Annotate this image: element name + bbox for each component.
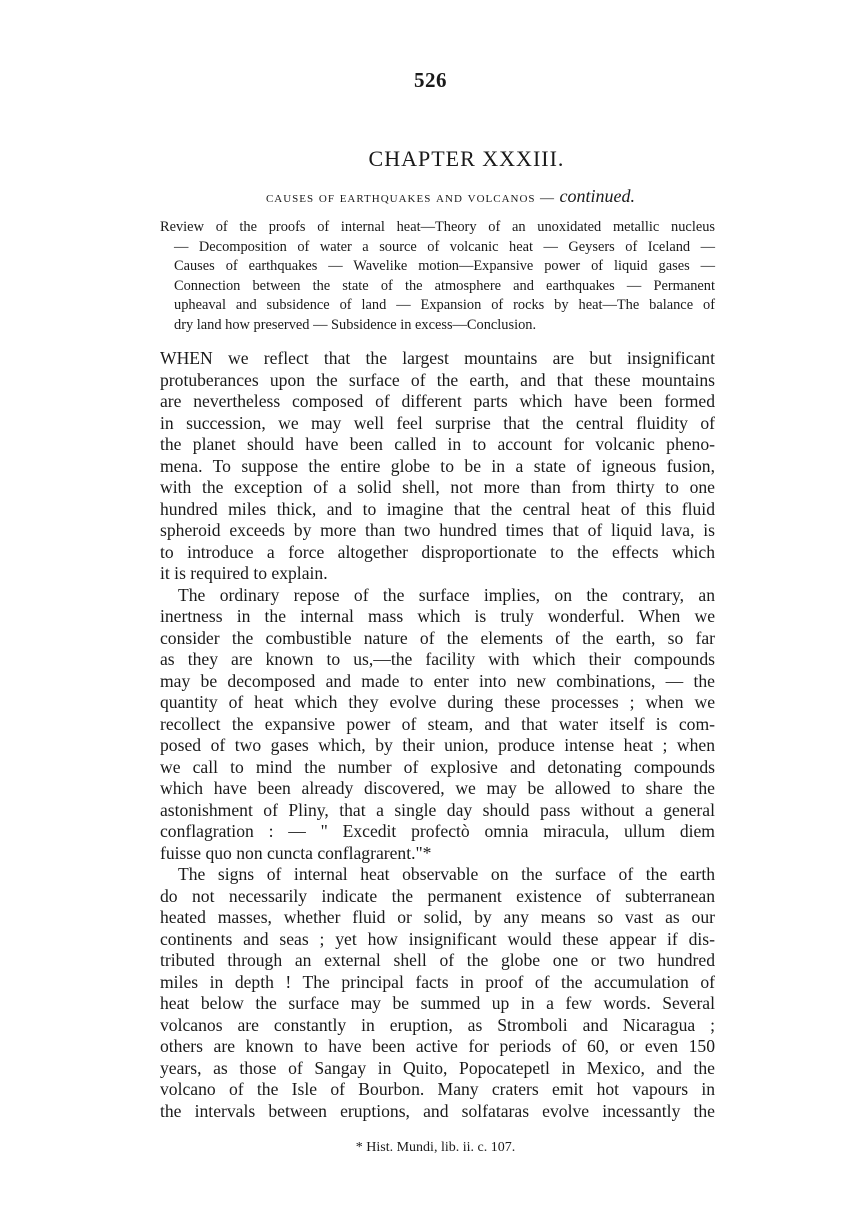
summary-line: Review of the proofs of internal heat—Theory of an unoxidated metallic nucleus bbox=[160, 219, 715, 235]
body-line: which have been already discovered, we may be allowed to share the bbox=[160, 778, 715, 798]
body-line: volcano of the Isle of Bourbon. Many craters emit hot vapours in bbox=[160, 1079, 715, 1099]
body-line: mena. To suppose the entire globe to be in a state of igneous fusion, bbox=[160, 455, 715, 476]
body-line: continents and seas ; yet how insignificant would these appear if dis- bbox=[160, 928, 715, 949]
summary-line: upheaval and subsidence of land — Expansion of rocks by heat—The balance of bbox=[174, 297, 715, 313]
body-line: protuberances upon the surface of the earth, and that these mountains bbox=[160, 369, 715, 390]
chapter-title: CHAPTER XXXIII. bbox=[368, 146, 565, 171]
body-line: years, as those of Sangay in Quito, Popocatepetl in Mexico, and the bbox=[160, 1057, 715, 1078]
summary-line: Connection between the state of the atmosphere and earthquakes — Permanent bbox=[174, 277, 715, 294]
body-line: fuisse quo non cuncta conflagrarent."* bbox=[160, 842, 432, 863]
chapter-subtitle-main: causes of earthquakes and volcanos bbox=[265, 190, 536, 206]
body-line: miles in depth ! The principal facts in proof of the accumulation of bbox=[160, 971, 715, 992]
body-line: the intervals between eruptions, and solfataras evolve incessantly the bbox=[160, 1100, 715, 1121]
body-line: recollect the expansive power of steam, and that water itself is com- bbox=[160, 713, 715, 734]
body-line: the planet should have been called in to account for volcanic pheno- bbox=[160, 434, 715, 454]
body-line: consider the combustible nature of the elements of the earth, so far bbox=[160, 627, 715, 648]
body-line: The ordinary repose of the surface implies, on the contrary, an bbox=[178, 584, 715, 605]
chapter-subtitle-continued: continued. bbox=[559, 186, 636, 206]
body-line: with the exception of a solid shell, not more than from thirty to one bbox=[160, 477, 715, 497]
chapter-subtitle bbox=[0, 186, 861, 207]
body-line: may be decomposed and made to enter into new combinations, — the bbox=[160, 670, 715, 691]
body-line: astonishment of Pliny, that a single day should pass without a general bbox=[160, 799, 715, 820]
body-line: spheroid exceeds by more than two hundred times that of liquid lava, is bbox=[160, 520, 715, 540]
body-line: others are known to have been active for periods of 60, or even 150 bbox=[160, 1036, 715, 1056]
summary-line: dry land how preserved — Subsidence in excess—Conclusion. bbox=[174, 316, 537, 333]
page-number: 526 bbox=[414, 68, 447, 92]
body-line: inertness in the internal mass which is truly wonderful. When we bbox=[160, 606, 715, 626]
body-line: heated masses, whether fluid or solid, by any means so vast as our bbox=[160, 907, 715, 927]
body-line: conflagration : — " Excedit profectò omnia miracula, ullum diem bbox=[160, 821, 715, 841]
body-line: it is required to explain. bbox=[160, 563, 328, 583]
footnote: * Hist. Mundi, lib. ii. c. 107. bbox=[355, 1140, 516, 1155]
body-line: WHEN we reflect that the largest mountains are but insignificant bbox=[160, 348, 715, 368]
body-line: do not necessarily indicate the permanent existence of subterranean bbox=[160, 885, 715, 906]
body-text bbox=[160, 348, 715, 1122]
body-line: volcanos are constantly in eruption, as Stromboli and Nicaragua ; bbox=[160, 1014, 715, 1035]
body-line: quantity of heat which they evolve during these processes ; when we bbox=[160, 692, 715, 712]
body-line: to introduce a force altogether disproportionate to the effects which bbox=[160, 541, 715, 562]
body-line: posed of two gases which, by their union, produce intense heat ; when bbox=[160, 735, 715, 755]
body-line: as they are known to us,—the facility with which their compounds bbox=[160, 649, 715, 669]
body-line: The signs of internal heat observable on the surface of the earth bbox=[178, 864, 715, 884]
body-line: in succession, we may well feel surprise that the central fluidity of bbox=[160, 412, 715, 433]
body-line: hundred miles thick, and to imagine that the central heat of this fluid bbox=[160, 498, 715, 519]
body-line: are nevertheless composed of different parts which have been formed bbox=[160, 391, 715, 411]
chapter-subtitle-dash: — bbox=[535, 191, 560, 206]
body-line: we call to mind the number of explosive and detonating compounds bbox=[160, 756, 715, 777]
body-line: heat below the surface may be summed up in a few words. Several bbox=[160, 993, 715, 1013]
summary-line: — Decomposition of water a source of volcanic heat — Geysers of Iceland — bbox=[174, 238, 715, 255]
chapter-summary bbox=[160, 218, 715, 335]
summary-line: Causes of earthquakes — Wavelike motion—Expansive power of liquid gases — bbox=[174, 258, 715, 274]
body-line: tributed through an external shell of the globe one or two hundred bbox=[160, 950, 715, 970]
